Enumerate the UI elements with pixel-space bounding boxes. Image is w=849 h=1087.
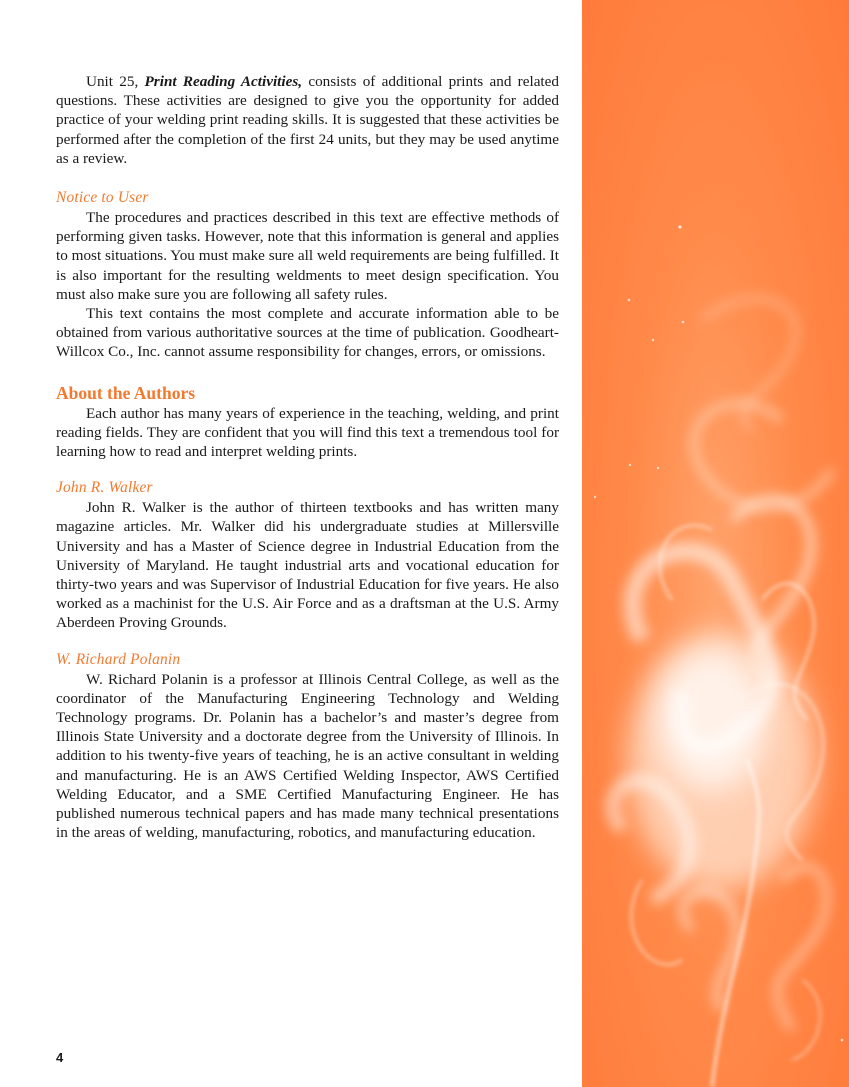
about-authors-paragraph: Each author has many years of experience in the teaching, welding, and print reading fields. They are confident that you will find this text a tremendous tool for learning how to read and interpret welding prints.	[56, 404, 559, 461]
notice-paragraph-2: This text contains the most complete and accurate information able to be obtained from various authoritative sources at the time of publication. Goodheart-Willcox Co., Inc. cannot assume responsibility for changes, errors, or omissions.	[56, 305, 559, 361]
smoke-swirl	[694, 404, 832, 508]
intro-lead: Unit 25,	[86, 73, 145, 90]
spark	[629, 464, 631, 466]
decorative-smoke-panel	[582, 0, 849, 1087]
smoke-illustration	[582, 0, 849, 1087]
notice-heading: Notice to User	[56, 189, 149, 207]
about-authors-heading: About the Authors	[56, 382, 196, 403]
unit-title-emphasis: Print Reading Activities,	[144, 73, 303, 90]
spark	[628, 299, 631, 302]
notice-paragraph-1: The procedures and practices described in this text are effective methods of performing given tasks. However, note that this information is general and applies to most situations. You must make sure all weld requirements are being fulfilled. It is also important for the resulting weldments to meet design specification. You must also make sure you are following all safety rules.	[56, 209, 559, 303]
author-polanin-bio: W. Richard Polanin is a professor at Illinois Central College, as well as the coordinator of the Manufacturing Engineering Technology and Welding Technology programs. Dr. Polanin has a bachelor’s and master’s degree from Illinois State University and a doctorate degree from the University of Illinois. In addition to his twenty-five years of teaching, he is an active consultant in welding and manufacturing. He is an AWS Certified Welding Inspector, AWS Certified Welding Educator, and a SME Certified Manufacturing Engineer. He has published numerous technical papers and has made many technical presentations in the areas of welding, manufacturing, robotics, and manufacturing education.	[56, 670, 559, 842]
author-walker-heading: John R. Walker	[56, 479, 153, 497]
author-walker-bio: John R. Walker is the author of thirteen textbooks and has written many magazine articles. Mr. Walker did his undergraduate studies at Millersville University and has a Master of Science degree in Industrial Education from the University of Maryland. He taught industrial arts and vocational education for thirty-two years and was Supervisor of Industrial Education for five years. He also worked as a machinist for the U.S. Air Force and as a draftsman at the U.S. Army Aberdeen Proving Grounds.	[56, 499, 559, 632]
main-text-column	[56, 72, 559, 843]
spark	[657, 467, 659, 469]
author-polanin-heading: W. Richard Polanin	[56, 650, 181, 668]
spark	[678, 225, 681, 228]
spark	[682, 321, 685, 324]
spark	[594, 496, 596, 498]
page-number: 4	[56, 1050, 64, 1065]
intro-paragraph	[56, 72, 559, 168]
spark	[652, 339, 654, 341]
smoke-wisp	[792, 980, 820, 1060]
spark	[841, 1039, 844, 1042]
intro-body: consists of additional prints and related questions. These activities are designed to give you the opportunity for added practice of your welding print reading skills. It is suggested that these activities be performed after the completion of the first 24 units, but they may be used anytime as a review.	[56, 73, 559, 167]
